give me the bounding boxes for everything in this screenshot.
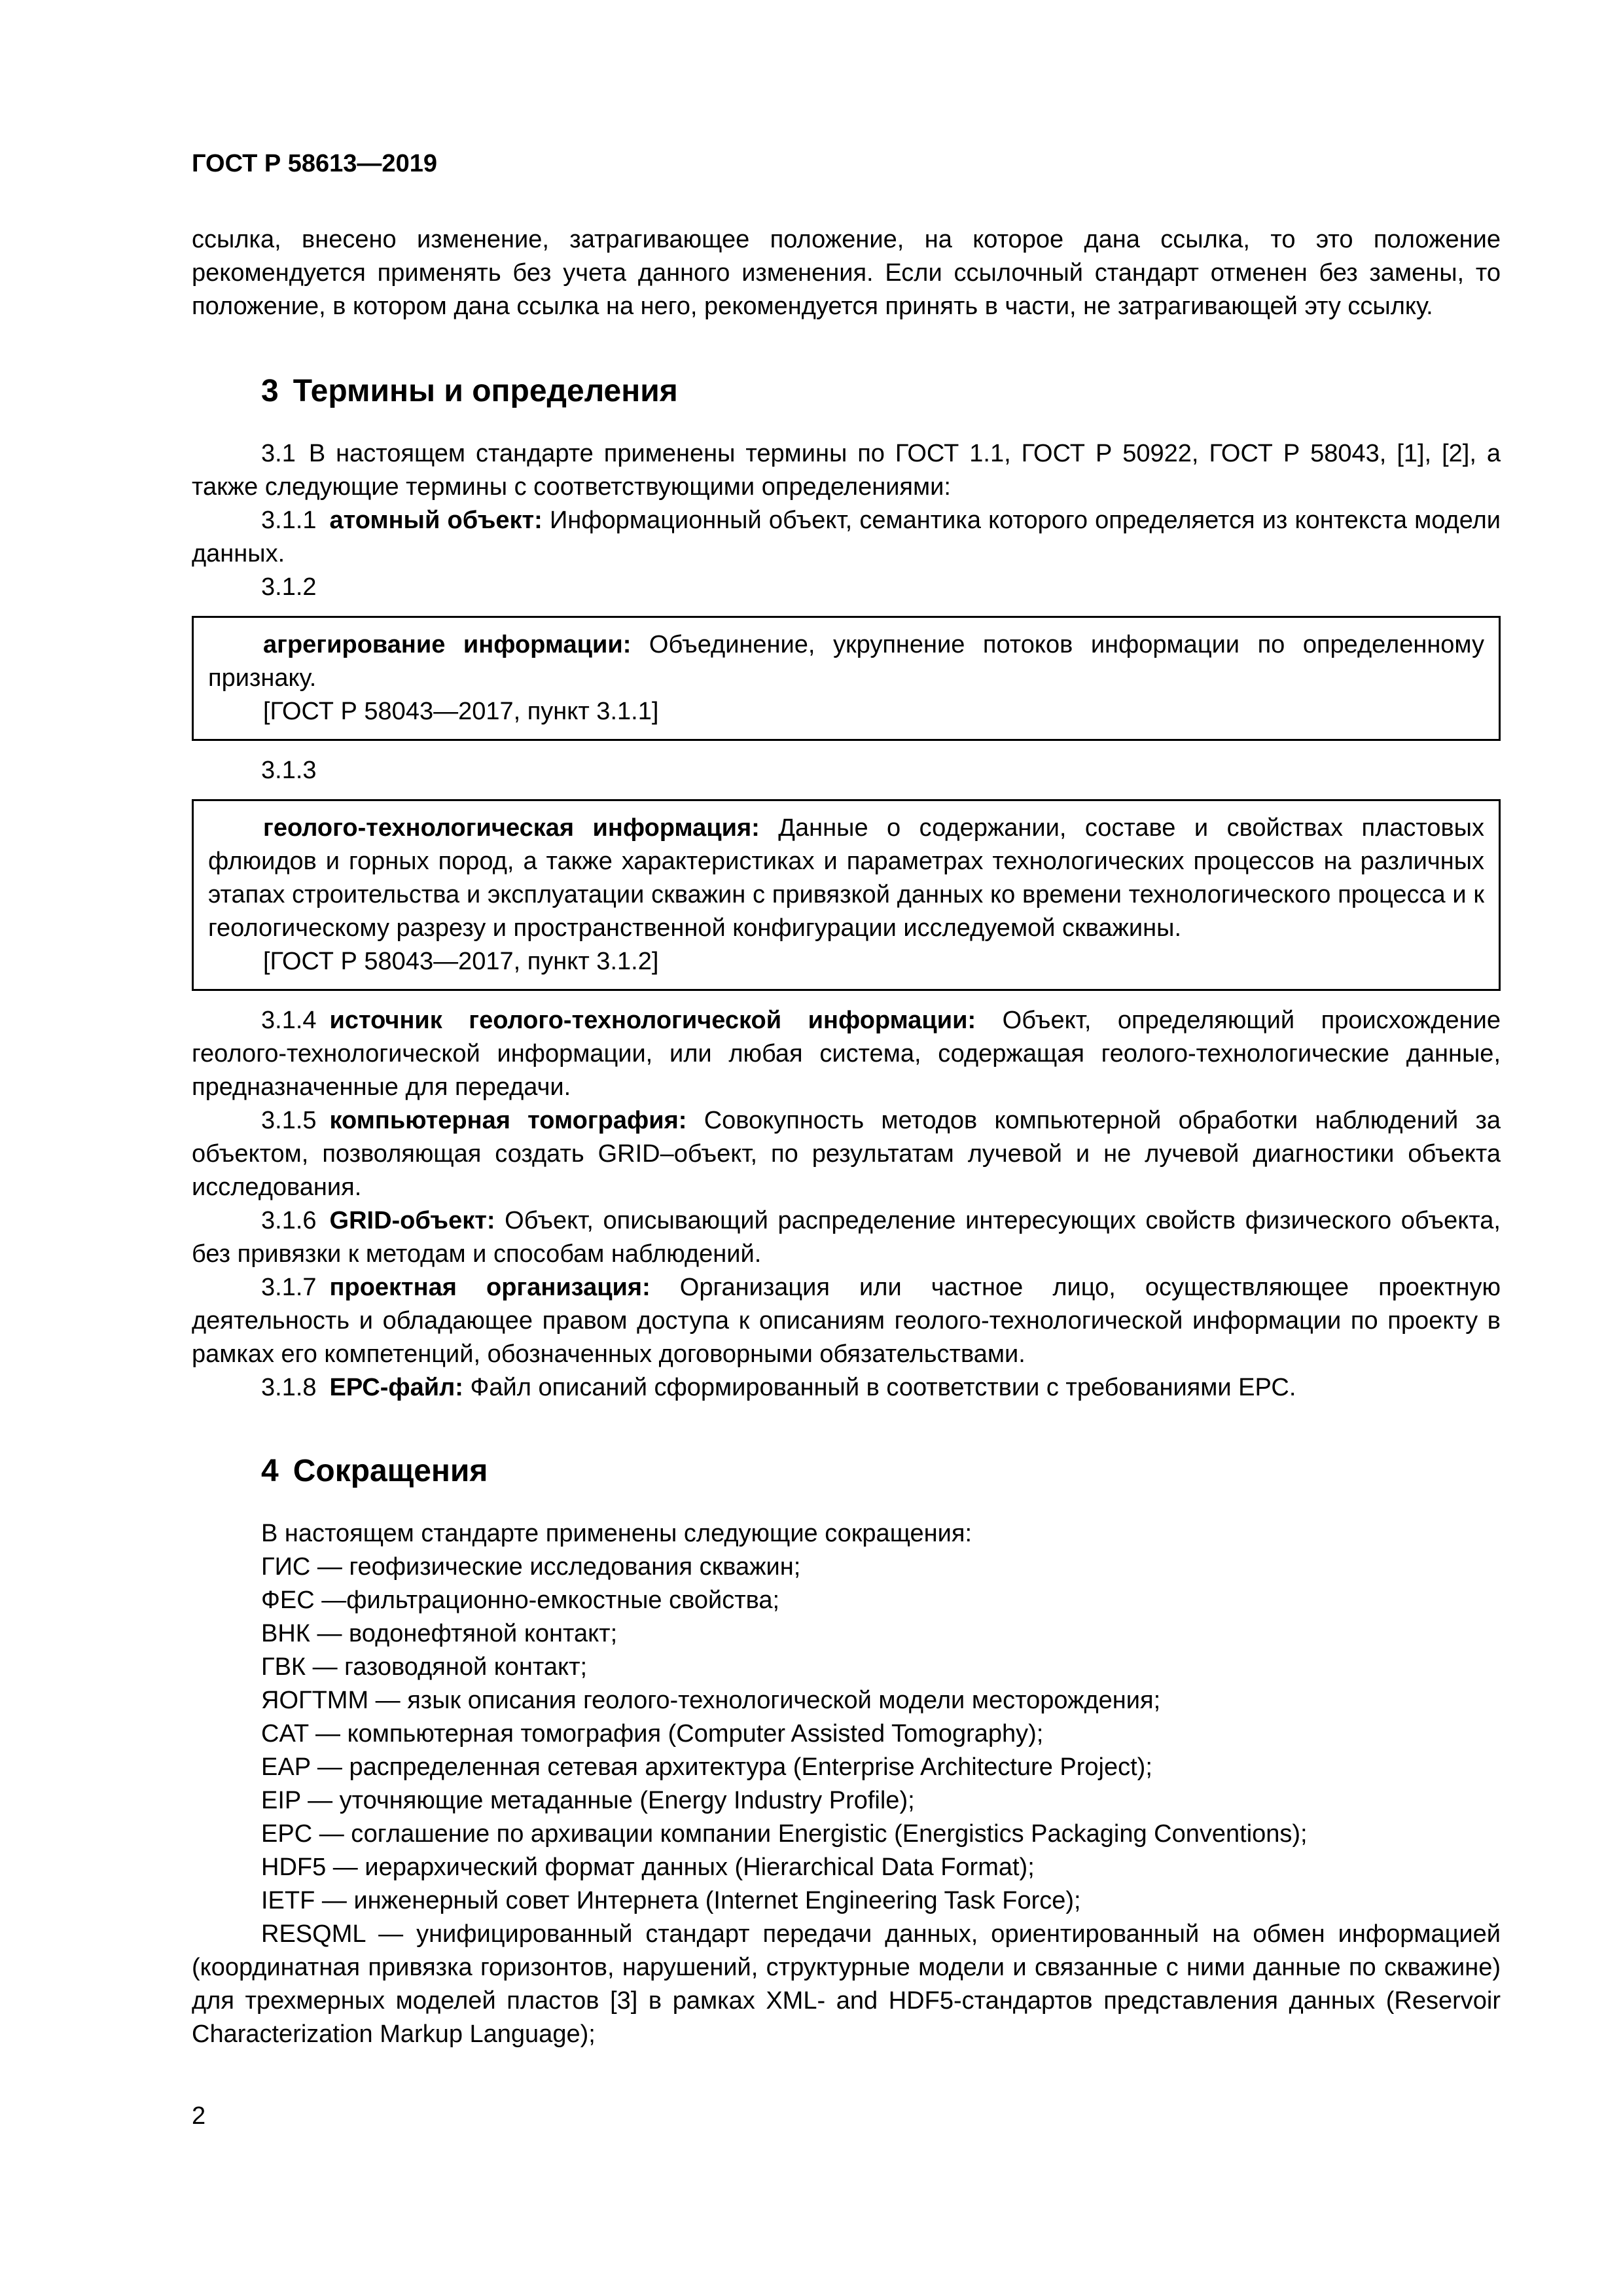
term-3-1-2-box bbox=[192, 616, 1501, 741]
term-3-1-2-number: 3.1.2 bbox=[261, 573, 317, 601]
abbreviation-item: ЯОГТММ — язык описания геолого-технологической модели месторождения; bbox=[261, 1687, 1161, 1714]
term-3-1-3-number: 3.1.3 bbox=[261, 757, 317, 784]
abbreviation-item: CAT — компьютерная томография (Computer Assisted Tomography); bbox=[261, 1720, 1044, 1748]
section-3-title: Термины и определения bbox=[293, 374, 678, 408]
term-3-1-3-source: [ГОСТ Р 58043—2017, пункт 3.1.2] bbox=[263, 948, 659, 975]
term-3-1-1: 3.1.1 атомный объект: Информационный объект, семантика которого определяется из контекста модели данных. bbox=[192, 507, 1501, 567]
document-page bbox=[192, 147, 1501, 2051]
term-3-1-3: геолого-технологическая информация: Данные о содержании, составе и свойствах пластовых флюидов и горных пород, а также характеристиках и параметрах технологических процессов на различных этапах строительства и эксплуатации скважин с привязкой данных ко времени технологического процесса и к геологическому разрезу и пространственной конфигурации исследуемой скважины. bbox=[208, 814, 1484, 942]
term-3-1-2-source: [ГОСТ Р 58043—2017, пункт 3.1.1] bbox=[263, 698, 659, 725]
abbreviation-item: EPC — соглашение по архивации компании Energistic (Energistics Packaging Conventions); bbox=[261, 1820, 1308, 1848]
term-3-1-7: 3.1.7 проектная организация: Организация или частное лицо, осуществляющее проектную деятельность и обладающее правом доступа к описаниям геолого-технологической информации по проекту в рамках его компетенций, обозначенных договорными обязательствами. bbox=[192, 1274, 1501, 1368]
abbreviation-item: ФЕС —фильтрационно-емкостные свойства; bbox=[261, 1587, 780, 1614]
abbreviation-item: ГВК — газоводяной контакт; bbox=[261, 1653, 588, 1681]
page-number: 2 bbox=[192, 2102, 206, 2130]
term-3-1-6: 3.1.6 GRID-объект: Объект, описывающий распределение интересующих свойств физического объекта, без привязки к методам и способам наблюдений. bbox=[192, 1207, 1501, 1268]
abbreviation-item: ВНК — водонефтяной контакт; bbox=[261, 1620, 618, 1647]
section-3-number: 3 bbox=[261, 374, 279, 408]
term-3-1-8: 3.1.8 ЕРС-файл: Файл описаний сформированный в соответствии с требованиями ЕРС. bbox=[261, 1374, 1296, 1401]
abbreviations-intro: В настоящем стандарте применены следующие сокращения: bbox=[261, 1520, 972, 1547]
intro-paragraph: ссылка, внесено изменение, затрагивающее положение, на которое дана ссылка, то это положение рекомендуется применять без учета данного изменения. Если ссылочный стандарт отменен без замены, то положение, в котором дана ссылка на него, рекомендуется принять в части, не затрагивающей эту ссылку. bbox=[192, 226, 1501, 320]
abbreviation-item-resqml: RESQML — унифицированный стандарт передачи данных, ориентированный на обмен информацией (координатная привязка горизонтов, нарушений, структурные модели и связанные с ними данные по скважине) для трехмерных моделей пластов [3] в рамках XML- and HDF5-стандартов представления данных (Reservoir Characterization Markup Language); bbox=[192, 1920, 1501, 2048]
abbreviation-item: EIP — уточняющие метаданные (Energy Industry Profile); bbox=[261, 1787, 915, 1814]
section-3-heading bbox=[261, 372, 1501, 411]
clause-3-1: 3.1 В настоящем стандарте применены термины по ГОСТ 1.1, ГОСТ Р 50922, ГОСТ Р 58043, [1], [2], а также следующие термины с соответствующими определениями: bbox=[192, 440, 1501, 501]
term-3-1-5: 3.1.5 компьютерная томография: Совокупность методов компьютерной обработки наблюдений за объектом, позволяющая создать GRID–объект, по результатам лучевой и не лучевой диагностики объекта исследования. bbox=[192, 1107, 1501, 1201]
abbreviation-item: ГИС — геофизические исследования скважин; bbox=[261, 1553, 801, 1581]
document-header: ГОСТ Р 58613—2019 bbox=[192, 150, 437, 177]
abbreviation-item: EAP — распределенная сетевая архитектура (Enterprise Architecture Project); bbox=[261, 1753, 1152, 1781]
term-3-1-3-box bbox=[192, 799, 1501, 991]
term-3-1-2: агрегирование информации: Объединение, укрупнение потоков информации по определенному признаку. bbox=[208, 631, 1484, 692]
abbreviation-item: HDF5 — иерархический формат данных (Hierarchical Data Format); bbox=[261, 1854, 1035, 1881]
term-3-1-4: 3.1.4 источник геолого-технологической информации: Объект, определяющий происхождение геолого-технологической информации, или любая система, содержащая геолого-технологические данные, предназначенные для передачи. bbox=[192, 1007, 1501, 1101]
section-4-heading bbox=[261, 1452, 1501, 1491]
section-4-title: Сокращения bbox=[293, 1454, 488, 1488]
section-4-number: 4 bbox=[261, 1454, 279, 1488]
abbreviation-item: IETF — инженерный совет Интернета (Internet Engineering Task Force); bbox=[261, 1887, 1081, 1914]
